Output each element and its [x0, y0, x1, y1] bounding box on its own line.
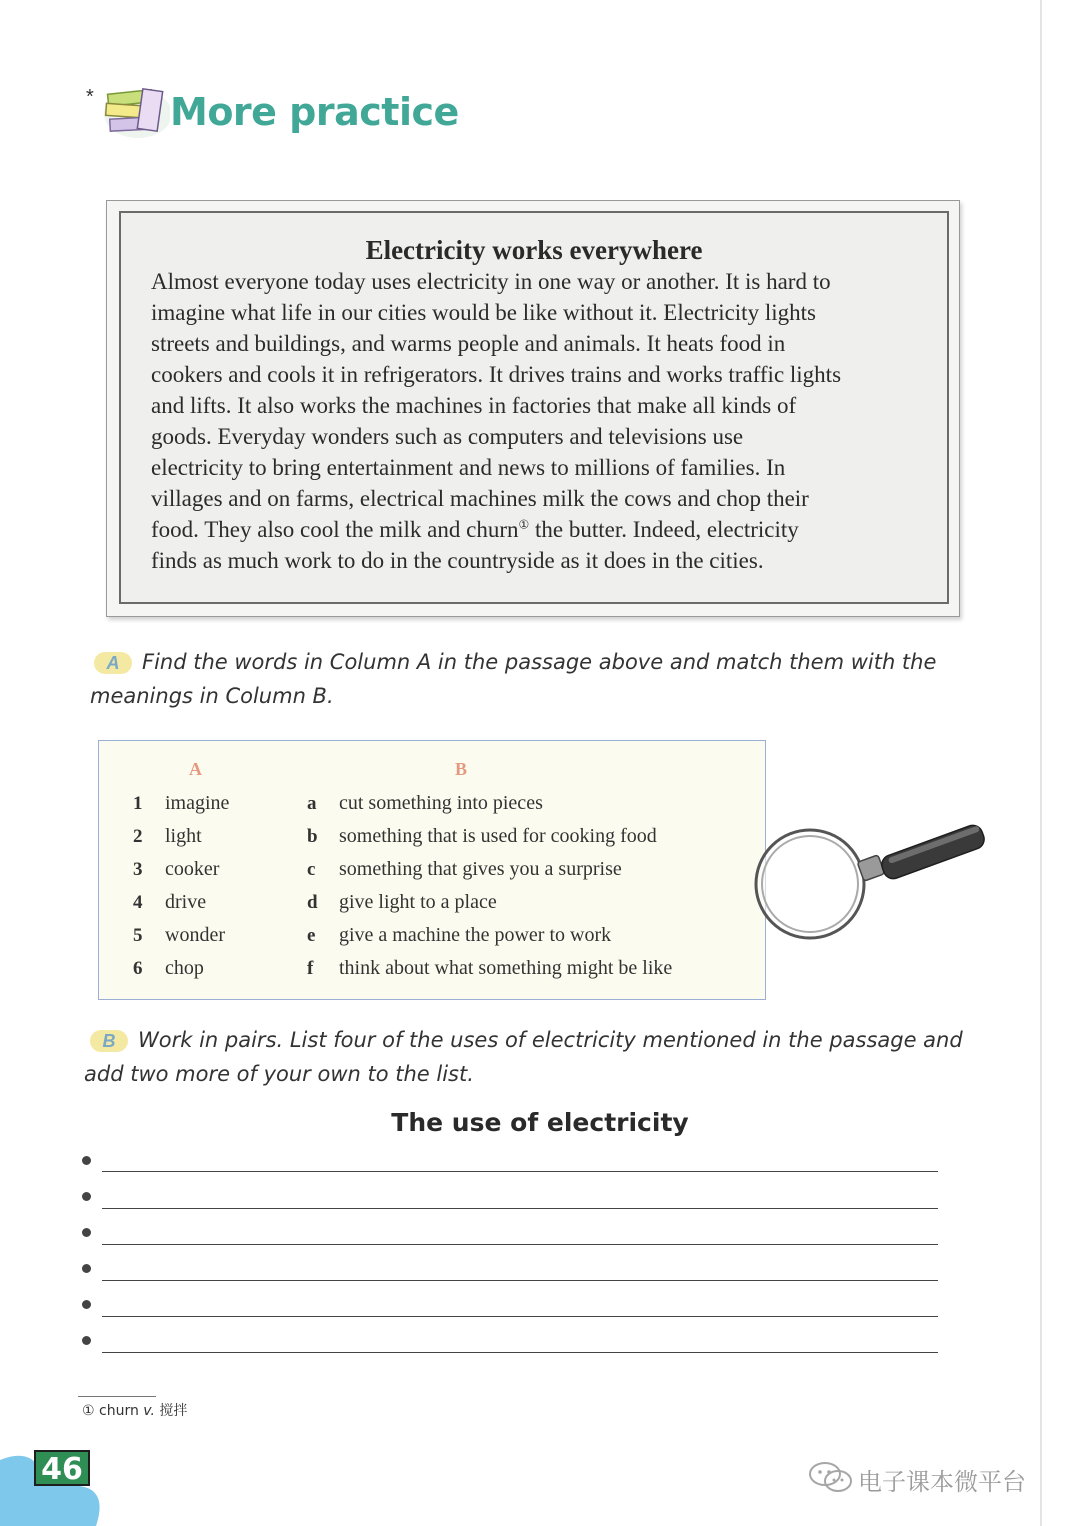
passage-line: Almost everyone today uses electricity in one way or another. It is hard to	[151, 269, 831, 294]
row-number: 3	[133, 859, 143, 880]
row-letter: a	[307, 793, 317, 814]
passage-frame	[119, 211, 949, 604]
passage-line: electricity to bring entertainment and news to millions of families. In	[151, 455, 786, 480]
bullet-point	[82, 1192, 91, 1201]
answer-line[interactable]	[102, 1316, 938, 1317]
passage-title: Electricity works everywhere	[365, 235, 703, 265]
wechat-icon	[808, 1460, 854, 1494]
answer-line[interactable]	[102, 1208, 938, 1209]
bullet-point	[82, 1264, 91, 1273]
passage-line: goods. Everyday wonders such as computers and televisions use	[151, 424, 744, 449]
magnifying-glass-icon	[748, 820, 998, 950]
section-title: More practice	[170, 90, 459, 134]
watermark-text: 电子课本微平台	[858, 1468, 1026, 1496]
row-letter: f	[307, 958, 314, 979]
answer-line[interactable]	[102, 1280, 938, 1281]
passage-line-churn	[151, 517, 799, 543]
footnote-mark: ①	[82, 1403, 95, 1419]
passage-line: imagine what life in our cities would be like without it. Electricity lights	[151, 300, 816, 325]
column-b-header: B	[455, 759, 468, 779]
bullet-point	[82, 1228, 91, 1237]
row-letter: e	[307, 925, 316, 946]
row-number: 4	[133, 892, 143, 913]
page-number: 46	[34, 1450, 90, 1486]
task-a-badge: A	[94, 652, 132, 674]
passage-box	[106, 200, 960, 617]
column-a-header: A	[189, 759, 202, 779]
list-title: The use of electricity	[391, 1108, 689, 1137]
answer-line[interactable]	[102, 1352, 938, 1353]
column-a-word: imagine	[165, 792, 230, 814]
footnote-marker: ①	[518, 517, 530, 532]
answer-line[interactable]	[102, 1244, 938, 1245]
column-b-meaning: something that is used for cooking food	[339, 825, 657, 847]
task-a-instruction: Find the words in Column A in the passage above and match them with the	[142, 650, 937, 674]
task-a-instruction-cont: meanings in Column B.	[90, 684, 334, 708]
row-letter: c	[307, 859, 316, 880]
answer-line[interactable]	[102, 1171, 938, 1172]
task-b-instruction-cont: add two more of your own to the list.	[84, 1062, 474, 1086]
passage-line: streets and buildings, and warms people and animals. It heats food in	[151, 331, 786, 356]
column-a-word: cooker	[165, 858, 220, 880]
passage-text: food. They also cool the milk and churn	[151, 517, 519, 542]
passage-line: villages and on farms, electrical machines milk the cows and chop their	[151, 486, 809, 511]
passage-line: finds as much work to do in the countryside as it does in the cities.	[151, 548, 764, 573]
matching-table	[98, 740, 766, 1000]
row-number: 5	[133, 925, 143, 946]
footnote-pos: v.	[143, 1403, 155, 1419]
column-b-meaning: give a machine the power to work	[339, 924, 612, 946]
column-b-meaning: give light to a place	[339, 891, 497, 913]
column-b-meaning: cut something into pieces	[339, 792, 543, 814]
row-number: 2	[133, 826, 143, 847]
row-letter: b	[307, 826, 318, 847]
task-b-badge: B	[90, 1030, 128, 1052]
passage-line: and lifts. It also works the machines in factories that make all kinds of	[151, 393, 797, 418]
column-a-word: chop	[165, 957, 204, 979]
task-b-instruction: Work in pairs. List four of the uses of electricity mentioned in the passage and	[138, 1028, 963, 1052]
optional-star-mark: *	[86, 86, 94, 108]
bullet-point	[82, 1156, 91, 1165]
column-b-meaning: think about what something might be like	[339, 957, 673, 979]
page-edge	[1040, 0, 1042, 1526]
footnote-gloss: 搅拌	[159, 1403, 188, 1419]
column-a-word: light	[165, 825, 202, 847]
footnote-rule	[78, 1396, 156, 1397]
footnote	[82, 1400, 187, 1420]
footnote-word: churn	[99, 1403, 139, 1419]
row-letter: d	[307, 892, 318, 913]
bullet-point	[82, 1336, 91, 1345]
bullet-point	[82, 1300, 91, 1309]
books-icon	[100, 78, 170, 140]
passage-line: cookers and cools it in refrigerators. It drives trains and works traffic lights	[151, 362, 842, 387]
column-a-word: drive	[165, 891, 207, 913]
row-number: 1	[133, 793, 143, 814]
column-b-meaning: something that gives you a surprise	[339, 858, 622, 880]
row-number: 6	[133, 958, 143, 979]
column-a-word: wonder	[165, 924, 225, 946]
passage-text: the butter. Indeed, electricity	[529, 517, 799, 542]
